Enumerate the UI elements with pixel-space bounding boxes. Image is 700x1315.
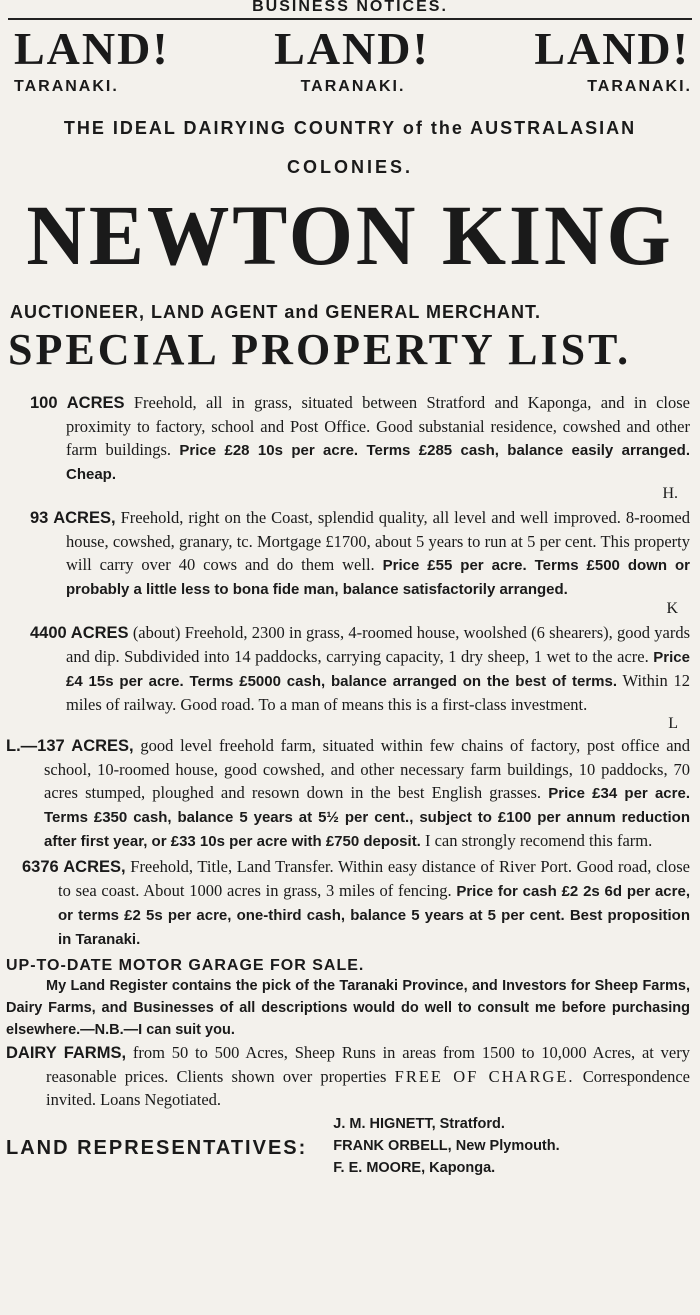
dairy-farms-notice xyxy=(0,1041,690,1111)
listing-terms: Price £55 per acre. Terms £500 down or probably a little less to bona fide man, balance satisfactorily arranged. xyxy=(66,557,691,598)
taranaki-row xyxy=(0,78,700,96)
dairy-head: DAIRY FARMS, xyxy=(6,1044,127,1062)
listing-body: Freehold, all in grass, situated between Stratford and Kaponga, and in close proximity to factory, school and Post Office. Good substanial residence, cowshed and other farm buildings. xyxy=(66,393,691,459)
listing-1 xyxy=(0,391,690,486)
representatives-block xyxy=(0,1113,700,1179)
taranaki-label-1: TARANAKI. xyxy=(14,78,119,95)
listing-body: Freehold, right on the Coast, splendid quality, all level and well improved. 8-roomed house, cowshed, granary, tc. Mortgage £1700, about 5 years to run at 5 per cent. This property will carry over 40 cows and do them well. xyxy=(66,508,690,574)
merchant-name: NEWTON KING xyxy=(26,187,674,283)
land-row xyxy=(0,23,700,74)
ideal-dairying-line: THE IDEAL DAIRYING COUNTRY of the AUSTRALASIAN xyxy=(63,118,637,138)
taranaki-label-3: TARANAKI. xyxy=(587,78,692,95)
occupation-line: AUCTIONEER, LAND AGENT and GENERAL MERCHANT. xyxy=(10,302,542,322)
listing-letter: H. xyxy=(662,485,678,502)
listing-tail: I can strongly recomend this farm. xyxy=(424,831,653,850)
listing-terms: Price £28 10s per acre. Terms £285 cash, balance easily arranged. Cheap. xyxy=(66,442,691,483)
listing-5 xyxy=(0,855,690,951)
land-heading-1: LAND! xyxy=(14,23,170,74)
listing-letter: L xyxy=(668,715,678,732)
top-rule xyxy=(8,18,692,20)
listing-body: good level freehold farm, situated within few chains of factory, post office and school, 10-roomed house, good cowshed, and other necessary farm buildings, 10 paddocks, 70 acres stumped, ploughed and resown down in the best English grasses. xyxy=(44,736,691,802)
land-register-notice: My Land Register contains the pick of the Taranaki Province, and Investors for Sheep Farms, Dairy Farms, and Businesses of all descriptions would do well to consult me before purchasing elsewhere.—N.B.—I can suit you. xyxy=(6,978,690,1038)
listing-3 xyxy=(0,621,690,716)
taranaki-label-2: TARANAKI. xyxy=(300,78,406,95)
representative-name: J. M. HIGNETT, Stratford. xyxy=(333,1116,505,1132)
listing-2 xyxy=(0,506,690,601)
free-of-charge: FREE OF CHARGE. xyxy=(394,1067,575,1086)
listing-terms: Price £4 15s per acre. Terms £5000 cash, balance arranged on the best of terms. xyxy=(66,649,690,690)
representative-name: F. E. MOORE, Kaponga. xyxy=(333,1160,496,1176)
colonies-line: COLONIES. xyxy=(286,157,413,177)
representatives-list xyxy=(333,1113,559,1179)
listing-body: (about) Freehold, 2300 in grass, 4-roomed house, woolshed (6 shearers), good yards and dip. Subdivided into 14 paddocks, carrying capacity, 1 dry sheep, 1 wet to the acre. xyxy=(66,623,690,666)
listing-head: L.—137 ACRES, xyxy=(6,737,134,755)
dairy-body: from 50 to 500 Acres, Sheep Runs in areas from 1500 to 10,000 Acres, at very reasonable prices. Clients shown over properties xyxy=(46,1043,690,1086)
garage-heading: UP-TO-DATE MOTOR GARAGE FOR SALE. xyxy=(6,957,365,974)
listing-terms: Price for cash £2 2s 6d per acre, or terms £2 5s per acre, one-third cash, balance 5 years at 5 per cent. Best proposition in Taranaki. xyxy=(58,883,690,948)
listing-4 xyxy=(0,734,690,853)
section-header: BUSINESS NOTICES. xyxy=(252,0,448,15)
land-heading-3: LAND! xyxy=(534,23,690,74)
listing-head: 4400 ACRES xyxy=(30,624,129,642)
list-title: SPECIAL PROPERTY LIST. xyxy=(8,325,632,374)
listing-terms: Price £34 per acre. Terms £350 cash, balance 5 years at 5½ per cent., subject to £100 per annum reduction after first year, or £33 10s per acre with £750 deposit. xyxy=(44,785,690,850)
listing-letter: K xyxy=(666,600,678,617)
dairy-tail: Correspondence invited. Loans Negotiated. xyxy=(46,1067,691,1109)
land-heading-2: LAND! xyxy=(274,23,430,74)
representatives-label: LAND REPRESENTATIVES: xyxy=(6,1137,308,1159)
listing-head: 93 ACRES, xyxy=(30,509,116,527)
listing-head: 6376 ACRES, xyxy=(22,858,126,876)
listing-head: 100 ACRES xyxy=(30,394,125,412)
listing-body: Freehold, Title, Land Transfer. Within easy distance of River Port. Good road, close to sea coast. About 1000 acres in grass, 3 miles of fencing. xyxy=(58,857,690,900)
listing-tail: Within 12 miles of railway. Good road. To a man of means this is a first-class investment. xyxy=(66,671,691,714)
representative-name: FRANK ORBELL, New Plymouth. xyxy=(333,1138,560,1154)
